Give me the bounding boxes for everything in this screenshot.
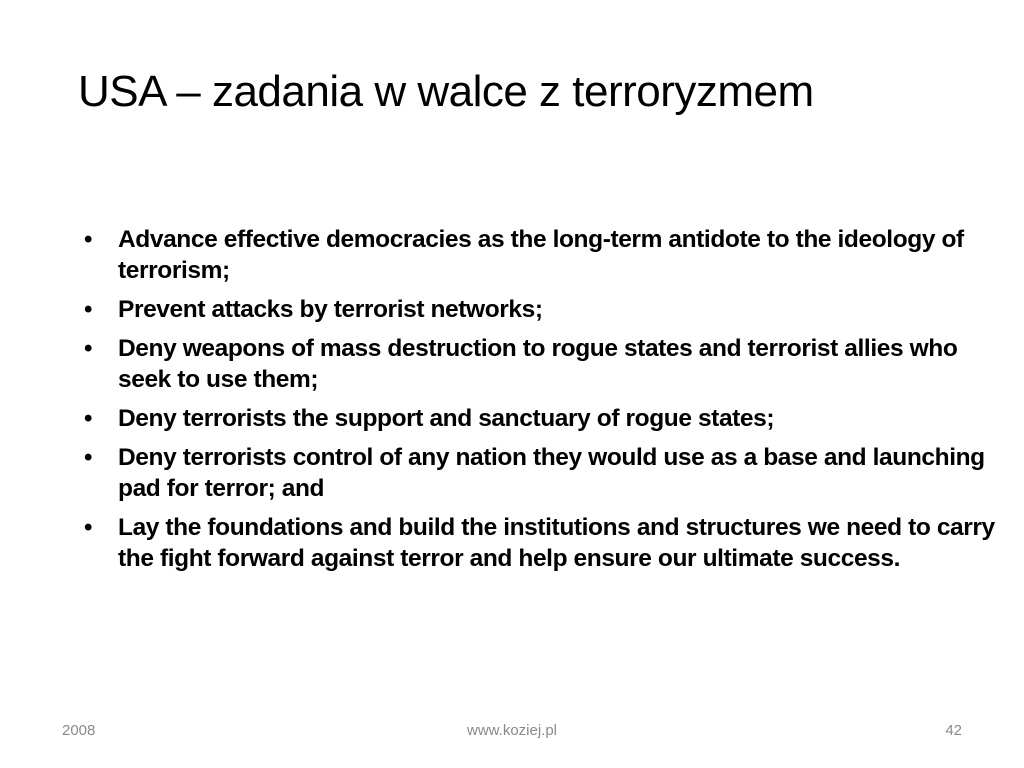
bullet-item (78, 512, 998, 574)
bullet-dot-icon: • (83, 226, 92, 253)
bullet-list (78, 224, 998, 582)
bullet-text: Lay the foundations and build the institutions and structures we need to carry the fight forward against terror and help ensure our ultimate success. (118, 514, 995, 572)
footer-website: www.koziej.pl (466, 722, 558, 739)
bullet-text: Advance effective democracies as the long-term antidote to the ideology of terrorism; (118, 226, 964, 284)
bullet-text: Deny terrorists the support and sanctuary of rogue states; (118, 405, 775, 432)
footer-page-number: 42 (945, 722, 962, 739)
bullet-item (78, 333, 998, 395)
bullet-dot-icon: • (83, 296, 92, 323)
bullet-text: Deny weapons of mass destruction to rogue states and terrorist allies who seek to use them; (118, 335, 958, 393)
footer-date: 2008 (62, 722, 96, 739)
slide-title: USA – zadania w walce z terroryzmem (78, 67, 814, 116)
bullet-item (78, 442, 998, 504)
bullet-dot-icon: • (83, 514, 92, 541)
bullet-dot-icon: • (83, 405, 92, 432)
bullet-dot-icon: • (83, 335, 92, 362)
bullet-item (78, 294, 998, 325)
bullet-text: Prevent attacks by terrorist networks; (118, 296, 543, 323)
bullet-item (78, 224, 998, 286)
bullet-text: Deny terrorists control of any nation they would use as a base and launching pad for terror; and (118, 444, 985, 502)
bullet-dot-icon: • (83, 444, 92, 471)
bullet-item (78, 403, 998, 434)
